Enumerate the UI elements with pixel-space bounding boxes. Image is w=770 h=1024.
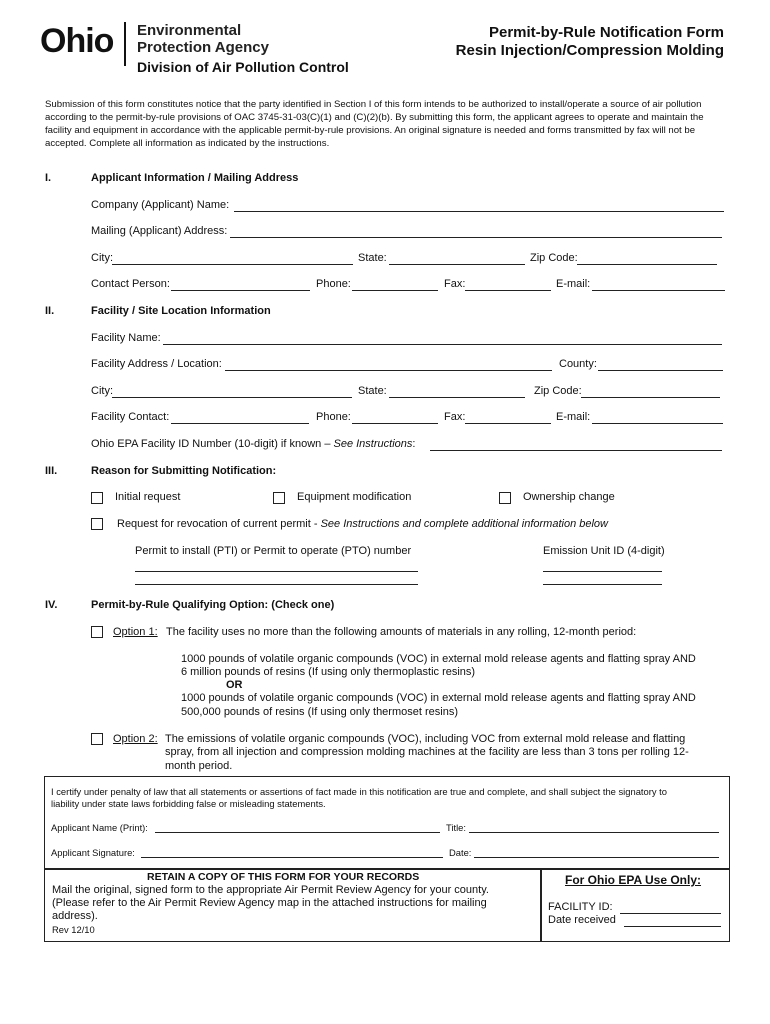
county-field[interactable] bbox=[598, 370, 723, 371]
office-facility-id-label: FACILITY ID: bbox=[548, 901, 613, 913]
facility-email-field[interactable] bbox=[592, 423, 723, 424]
zip-label: Zip Code: bbox=[530, 252, 578, 264]
emission-unit-field-2[interactable] bbox=[543, 584, 662, 585]
pti-number-field-1[interactable] bbox=[135, 571, 418, 572]
certify-text-1: I certify under penalty of law that all statements or assertions of fact made in this notification are true and complete, and shall subject the signatory to bbox=[51, 786, 667, 797]
fax-label: Fax: bbox=[444, 278, 466, 290]
emission-unit-field-1[interactable] bbox=[543, 571, 662, 572]
option-1-checkbox[interactable] bbox=[91, 626, 103, 638]
form-title: Permit-by-Rule Notification Form bbox=[488, 24, 724, 41]
revocation-label: Request for revocation of current permit - See Instructions and complete additional information below bbox=[117, 518, 608, 530]
section-4-number: IV. bbox=[45, 599, 58, 611]
facility-state-field[interactable] bbox=[389, 397, 525, 398]
applicant-name-field[interactable] bbox=[155, 832, 440, 833]
ownership-change-label: Ownership change bbox=[523, 491, 615, 503]
retain-copy-heading: RETAIN A COPY OF THIS FORM FOR YOUR RECORDS bbox=[147, 871, 420, 883]
facility-city-field[interactable] bbox=[112, 397, 352, 398]
applicant-signature-label: Applicant Signature: bbox=[51, 847, 135, 858]
logo-divider bbox=[124, 22, 126, 66]
contact-person-field[interactable] bbox=[171, 290, 310, 291]
date-received-field[interactable] bbox=[624, 926, 721, 927]
state-field[interactable] bbox=[389, 264, 525, 265]
date-received-label: Date received bbox=[548, 914, 616, 926]
agency-line-1: Environmental bbox=[137, 22, 242, 39]
option-2-checkbox[interactable] bbox=[91, 733, 103, 745]
option-1-text: The facility uses no more than the following amounts of materials in any rolling, 12-month period: bbox=[166, 626, 637, 638]
phone-field[interactable] bbox=[352, 290, 438, 291]
section-3-title: Reason for Submitting Notification: bbox=[91, 465, 277, 477]
facility-address-label: Facility Address / Location: bbox=[91, 358, 222, 370]
option-1-label: Option 1: bbox=[113, 626, 158, 638]
facility-city-label: City: bbox=[91, 385, 113, 397]
fax-field[interactable] bbox=[465, 290, 551, 291]
facility-id-label: Ohio EPA Facility ID Number (10-digit) if known – See Instructions: bbox=[91, 438, 416, 450]
facility-fax-label: Fax: bbox=[444, 411, 466, 423]
applicant-signature-field[interactable] bbox=[141, 857, 443, 858]
facility-phone-field[interactable] bbox=[352, 423, 438, 424]
revocation-checkbox[interactable] bbox=[91, 518, 103, 530]
agency-line-2: Protection Agency bbox=[137, 39, 269, 56]
facility-contact-field[interactable] bbox=[171, 423, 309, 424]
facility-zip-label: Zip Code: bbox=[534, 385, 582, 397]
option-2-line-3: month period. bbox=[165, 760, 233, 772]
equipment-modification-checkbox[interactable] bbox=[273, 492, 285, 504]
mailing-address-field[interactable] bbox=[230, 237, 722, 238]
option-2-line-2: spray, from all injection and compression molding machines at the facility are less than 3 tons per rolling 12- bbox=[165, 746, 689, 758]
section-3-number: III. bbox=[45, 465, 58, 477]
equipment-modification-label: Equipment modification bbox=[297, 491, 412, 503]
facility-fax-field[interactable] bbox=[465, 423, 551, 424]
revision-date: Rev 12/10 bbox=[52, 924, 95, 935]
facility-id-field[interactable] bbox=[430, 450, 722, 451]
mail-instructions-2: (Please refer to the Air Permit Review Agency map in the attached instructions for mailing bbox=[52, 897, 487, 909]
facility-phone-label: Phone: bbox=[316, 411, 351, 423]
option-2-line-1: The emissions of volatile organic compounds (VOC), including VOC from external mold release and flatting bbox=[165, 733, 686, 745]
company-name-label: Company (Applicant) Name: bbox=[91, 199, 230, 211]
certify-text-2: liability under state laws forbidding false or misleading statements. bbox=[51, 798, 326, 809]
or-separator: OR bbox=[226, 679, 243, 691]
contact-person-label: Contact Person: bbox=[91, 278, 170, 290]
option-1a-line-2: 6 million pounds of resins (If using only thermoplastic resins) bbox=[181, 666, 476, 678]
option-1b-line-1: 1000 pounds of volatile organic compounds (VOC) in external mold release agents and flatting spray AND bbox=[181, 692, 696, 704]
pti-number-label: Permit to install (PTI) or Permit to operate (PTO) number bbox=[135, 545, 412, 557]
mail-instructions-1: Mail the original, signed form to the appropriate Air Permit Review Agency for your county. bbox=[52, 884, 489, 896]
ohio-logo: Ohio bbox=[40, 22, 114, 60]
facility-address-field[interactable] bbox=[225, 370, 552, 371]
division-name: Division of Air Pollution Control bbox=[137, 59, 349, 75]
section-2-number: II. bbox=[45, 305, 55, 317]
zip-field[interactable] bbox=[577, 264, 717, 265]
facility-state-label: State: bbox=[358, 385, 387, 397]
intro-paragraph: Submission of this form constitutes notice that the party identified in Section I of this form intends to be authorized to install/operate a source of air pollution according to the permit-by-rule provisions of OAC 3745-31-03(C)(1) and (C)(2)(b). By submitting this form, the applicant agrees to operate and maintain the facility and equipment in accordance with the applicable permit-by-rule provisions. An original signature is needed and forms transmitted by fax will not be accepted. Complete all information as indicated by the instructions. bbox=[45, 99, 704, 149]
option-1a-line-1: 1000 pounds of volatile organic compounds (VOC) in external mold release agents and flatting spray AND bbox=[181, 653, 696, 665]
epa-use-only-heading: For Ohio EPA Use Only: bbox=[565, 873, 702, 887]
option-1b-line-2: 500,000 pounds of resins (If using only thermoset resins) bbox=[181, 706, 458, 718]
state-label: State: bbox=[358, 252, 387, 264]
facility-contact-label: Facility Contact: bbox=[91, 411, 170, 423]
form-subtitle: Resin Injection/Compression Molding bbox=[455, 42, 724, 59]
company-name-field[interactable] bbox=[234, 211, 724, 212]
facility-email-label: E-mail: bbox=[556, 411, 591, 423]
applicant-title-label: Title: bbox=[446, 822, 466, 833]
section-1-number: I. bbox=[45, 172, 52, 184]
applicant-title-field[interactable] bbox=[469, 832, 719, 833]
emission-unit-label: Emission Unit ID (4-digit) bbox=[543, 545, 665, 557]
signature-date-field[interactable] bbox=[474, 857, 719, 858]
section-4-title: Permit-by-Rule Qualifying Option: (Check one) bbox=[91, 599, 335, 611]
initial-request-label: Initial request bbox=[115, 491, 181, 503]
section-2-title: Facility / Site Location Information bbox=[91, 305, 271, 317]
option-2-label: Option 2: bbox=[113, 733, 158, 745]
pti-number-field-2[interactable] bbox=[135, 584, 418, 585]
office-facility-id-field[interactable] bbox=[620, 913, 721, 914]
facility-name-label: Facility Name: bbox=[91, 332, 161, 344]
mail-instructions-3: address). bbox=[52, 910, 98, 922]
mailing-address-label: Mailing (Applicant) Address: bbox=[91, 225, 228, 237]
city-label: City: bbox=[91, 252, 113, 264]
city-field[interactable] bbox=[112, 264, 353, 265]
section-1-title: Applicant Information / Mailing Address bbox=[91, 172, 299, 184]
ownership-change-checkbox[interactable] bbox=[499, 492, 511, 504]
facility-zip-field[interactable] bbox=[581, 397, 720, 398]
county-label: County: bbox=[559, 358, 597, 370]
initial-request-checkbox[interactable] bbox=[91, 492, 103, 504]
signature-date-label: Date: bbox=[449, 847, 472, 858]
applicant-name-label: Applicant Name (Print): bbox=[51, 822, 148, 833]
facility-name-field[interactable] bbox=[163, 344, 722, 345]
email-label: E-mail: bbox=[556, 278, 591, 290]
phone-label: Phone: bbox=[316, 278, 351, 290]
email-field[interactable] bbox=[592, 290, 725, 291]
